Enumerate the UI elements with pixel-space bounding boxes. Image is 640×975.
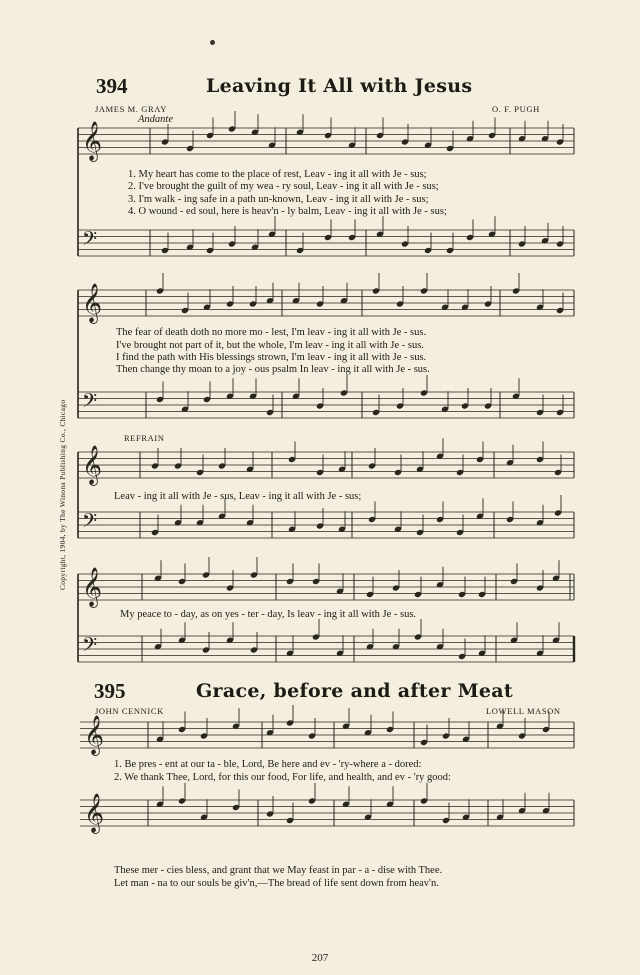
hymn-394-stanza-2-line-1: 2. I've brought the guilt of my wea - ry soul, Leav - ing it all with Je - sus; [128,181,439,192]
hymn-395-stanza-1-line-2: These mer - cies bless, and grant that we May feast in par - a - dise with Thee. [114,865,443,876]
system-3-bass-clef: 𝄢 [82,508,98,537]
hymn-394-stanza-3-line-1: 3. I'm walk - ing safe in a path un-known, Leav - ing it all with Je - sus; [128,194,429,205]
hymn-394-author: JAMES M. GRAY [95,104,167,114]
hymn-394-stanza-1-line-2: The fear of death doth no more mo - lest, I'm leav - ing it all with Je - sus. [116,327,427,338]
system-4-bass-clef: 𝄢 [82,632,98,661]
system-1-treble-clef: 𝄞 [82,121,102,161]
hymn-394-title: Leaving It All with Jesus [206,75,473,97]
hymn-394-stanza-2-line-2: I've brought not part of it, but the whole, I'm leav - ing it all with Je - sus. [116,340,424,351]
hymn-395-stanza-2-line-1: 2. We thank Thee, Lord, for this our food, For life, and health, and ev - 'ry good: [114,772,451,783]
hymn-395-number: 395 [94,679,126,703]
copyright-notice: Copyright, 1904, by The Winona Publishing Co., Chicago [58,399,67,590]
hymn-394-number: 394 [96,74,128,98]
hymn-395-staff-2-clef: 𝄞 [84,793,104,833]
hymn-395-composer: LOWELL MASON [486,706,561,716]
hymn-395-stanza-2-line-2: Let man - na to our souls be giv'n,—The bread of life sent down from heav'n. [114,878,439,889]
hymn-394-refrain-label: REFRAIN [124,433,165,443]
hymn-395-author: JOHN CENNICK [95,706,164,716]
system-2-treble-clef: 𝄞 [82,283,102,323]
hymn-394-stanza-1-line-1: 1. My heart has come to the place of rest, Leav - ing it all with Je - sus; [128,169,427,180]
system-1-bass-clef: 𝄢 [82,226,98,255]
hymn-394-stanza-4-line-2: Then change thy moan to a joy - ous psalm In leav - ing it all with Je - sus. [116,364,430,375]
hymn-394-stanza-4-line-1: 4. O wound - ed soul, here is heav'n - ly balm, Leav - ing it all with Je - sus; [128,206,447,217]
hymn-394-stanza-3-line-2: I find the path with His blessings strown, I'm leav - ing it all with Je - sus. [116,352,427,363]
system-3-treble-clef: 𝄞 [82,445,102,485]
hymn-395-title: Grace, before and after Meat [196,680,513,702]
hymn-394-composer: O. F. PUGH [492,104,540,114]
system-4-treble-clef: 𝄞 [82,567,102,607]
system-2-bass-clef: 𝄢 [82,388,98,417]
hymn-395-stanza-1-line-1: 1. Be pres - ent at our ta - ble, Lord, Be here and ev - 'ry-where a - dored: [114,759,422,770]
hymn-394-tempo: Andante [138,114,173,125]
page-number: 207 [311,952,329,964]
hymn-394-refrain-line-2: My peace to - day, as on yes - ter - day, Is leav - ing it all with Je - sus. [120,609,417,620]
hymn-394-refrain-line-1: Leav - ing it all with Je - sus, Leav - ing it all with Je - sus; [114,491,362,502]
hymn-395-staff-1-clef: 𝄞 [84,715,104,755]
